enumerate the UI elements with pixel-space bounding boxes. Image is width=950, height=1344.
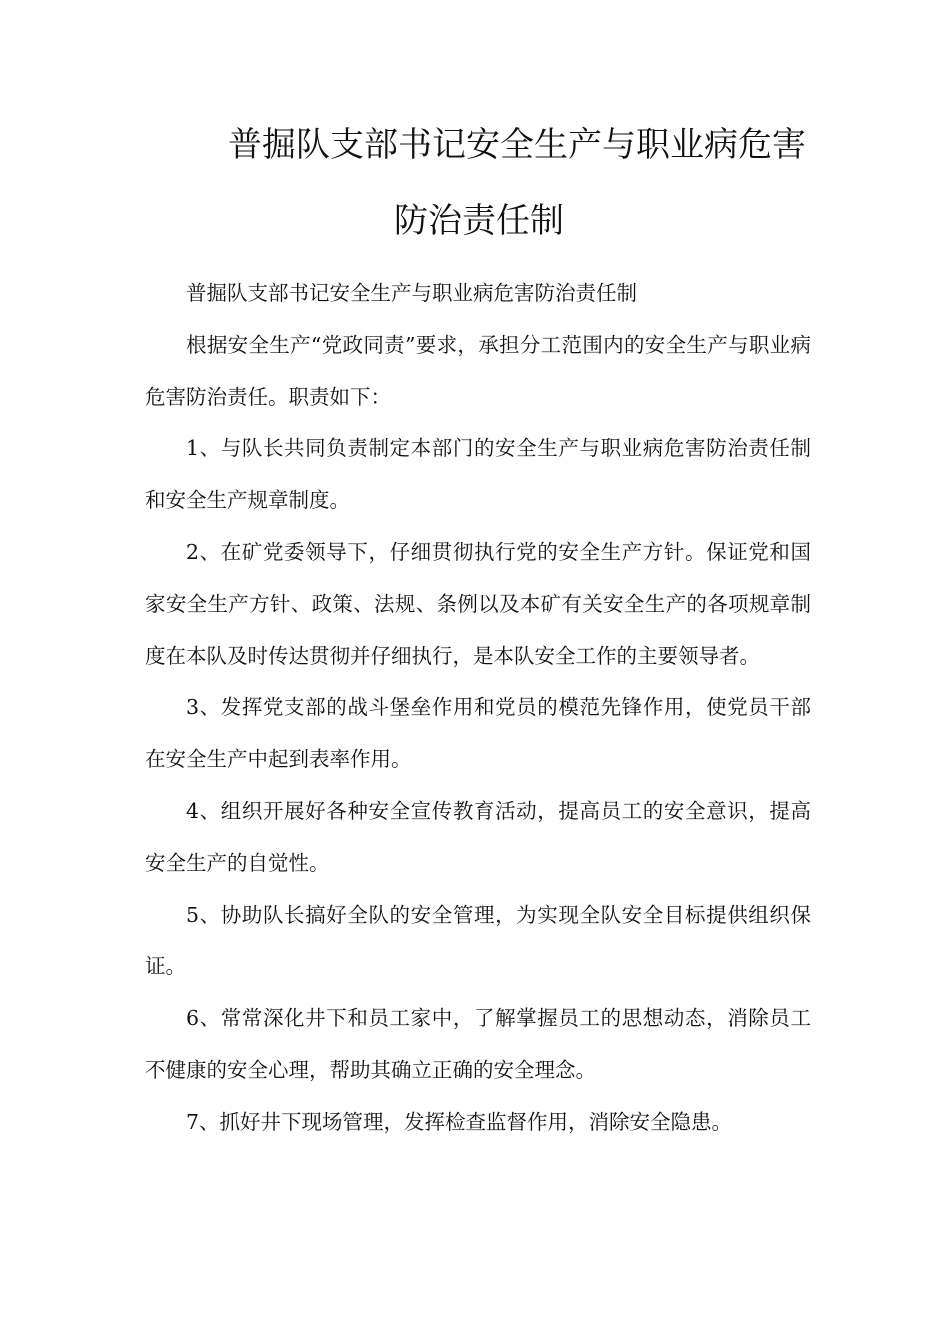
document-body (145, 268, 811, 1149)
paragraph-item-3: 3、发挥党支部的战斗堡垒作用和党员的模范先锋作用，使党员干部在安全生产中起到表率作用。 (145, 695, 811, 772)
paragraph-item-6: 6、常常深化井下和员工家中，了解掌握员工的思想动态，消除员工不健康的安全心理，帮助其确立正确的安全理念。 (145, 1006, 811, 1082)
paragraph-item-4: 4、组织开展好各种安全宣传教育活动，提高员工的安全意识，提高安全生产的自觉性。 (145, 798, 811, 875)
paragraph-intro: 根据安全生产“党政同责”要求，承担分工范围内的安全生产与职业病危害防治责任。职责如下： (145, 332, 811, 409)
paragraph-item-5: 5、协助队长搞好全队的安全管理，为实现全队安全目标提供组织保证。 (145, 902, 811, 979)
document-title-line-1: 普掘队支部书记安全生产与职业病危害 (228, 125, 806, 165)
paragraph-item-1: 1、与队长共同负责制定本部门的安全生产与职业病危害防治责任制和安全生产规章制度。 (145, 436, 811, 513)
document-title-line-2: 防治责任制 (394, 201, 564, 241)
paragraph-item-2: 2、在矿党委领导下，仔细贯彻执行党的安全生产方针。保证党和国家安全生产方针、政策、法规、条例以及本矿有关安全生产的各项规章制度在本队及时传达贯彻并仔细执行，是本队安全工作的主要领导者。 (145, 539, 811, 668)
paragraph-item-7: 7、抓好井下现场管理，发挥检查监督作用，消除安全隐患。 (186, 1109, 733, 1134)
paragraph-subtitle: 普掘队支部书记安全生产与职业病危害防治责任制 (186, 281, 637, 305)
